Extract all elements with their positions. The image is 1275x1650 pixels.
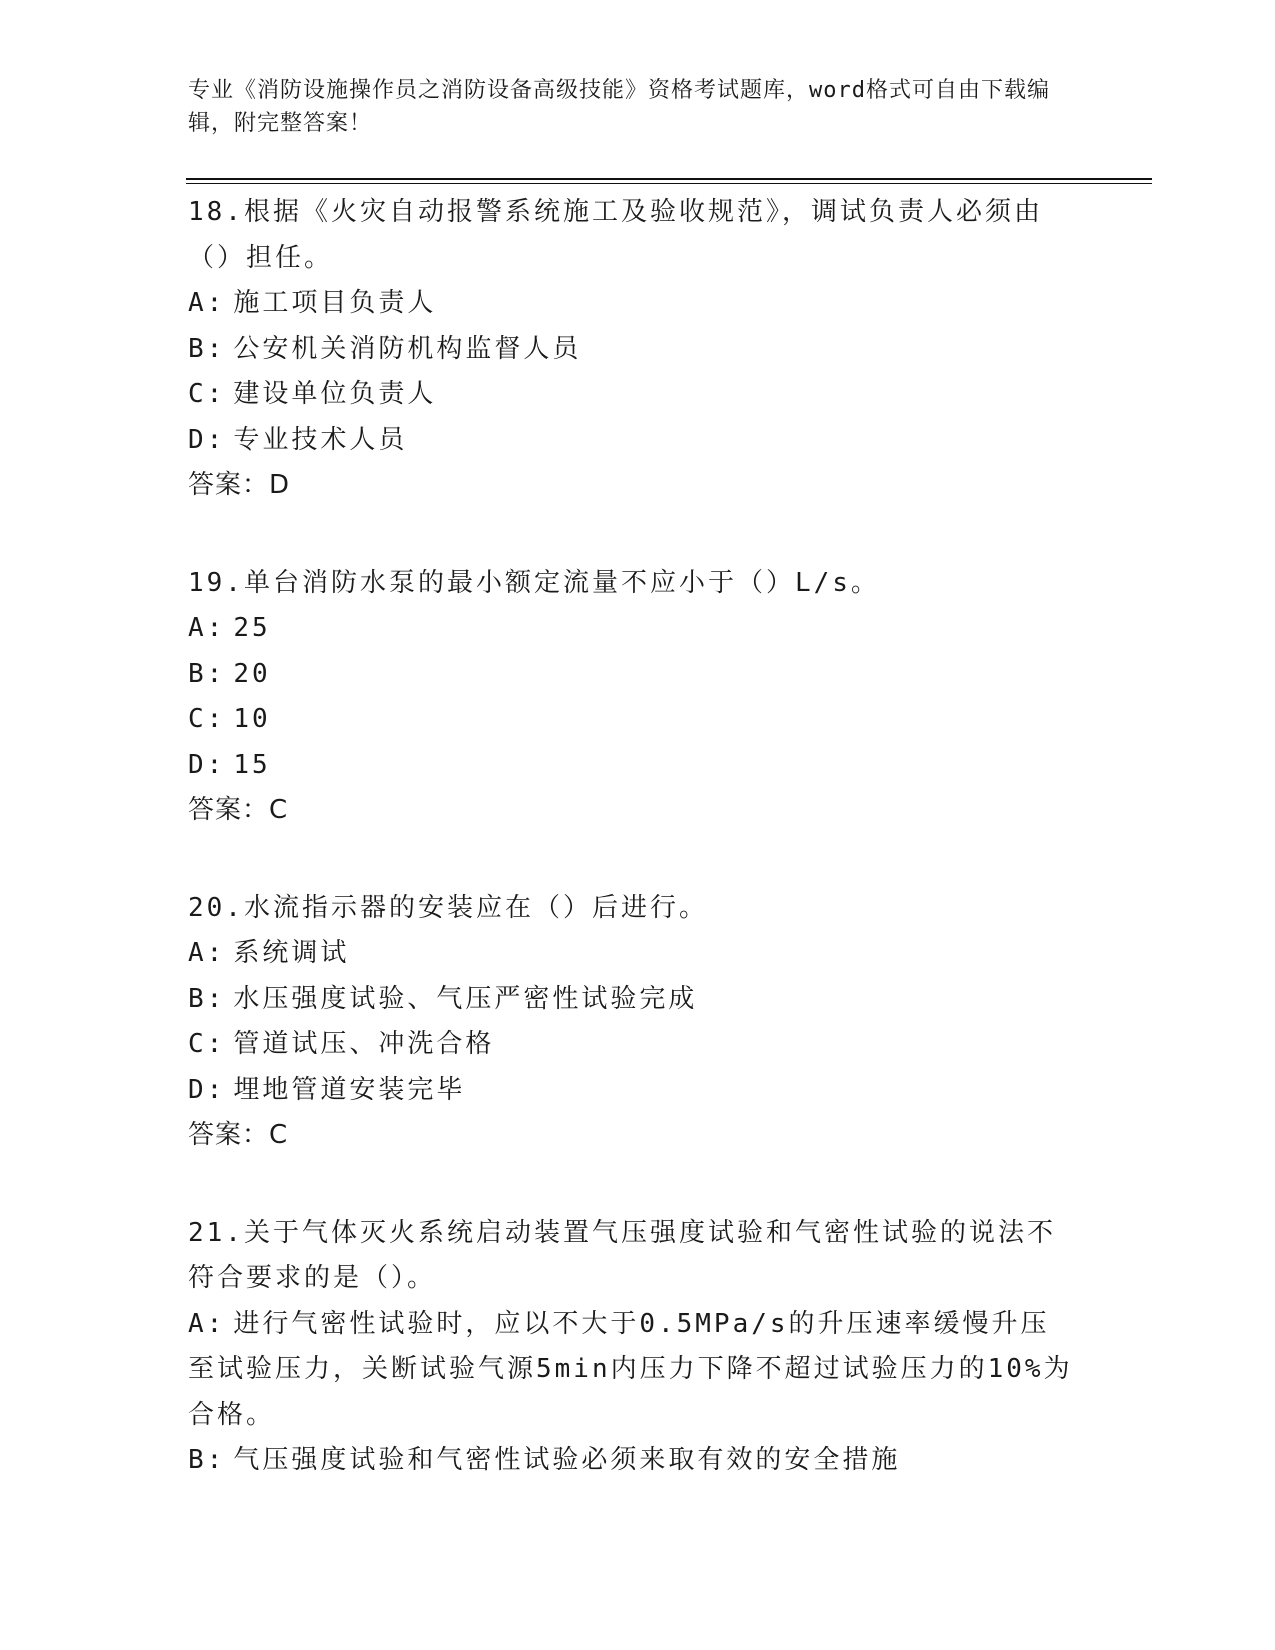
option-b: B: 公安机关消防机构监督人员 [188, 333, 582, 364]
question-stem: 18.根据《火灾自动报警系统施工及验收规范》，调试负责人必须由（）担任。 [188, 197, 1043, 273]
option-a: A: 系统调试 [188, 938, 350, 968]
question-stem: 20.水流指示器的安装应在（）后进行。 [188, 892, 708, 923]
question-21 [188, 1211, 1078, 1484]
option-c: C: 10 [188, 704, 271, 734]
question-stem: 19.单台消防水泵的最小额定流量不应小于（）L/s。 [188, 567, 880, 598]
question-18 [188, 190, 1078, 509]
option-b: B: 20 [188, 658, 271, 689]
option-b: B: 气压强度试验和气密性试验必须来取有效的安全措施 [188, 1445, 901, 1475]
option-a: A: 施工项目负责人 [188, 288, 437, 318]
answer-line: 答案：D [188, 470, 291, 500]
option-b: B: 水压强度试验、气压严密性试验完成 [188, 983, 698, 1014]
question-20 [188, 886, 1078, 1159]
answer-line: 答案：C [188, 795, 289, 825]
answer-line: 答案：C [188, 1120, 289, 1150]
option-d: D: 15 [188, 749, 271, 780]
question-stem: 21.关于气体灭火系统启动装置气压强度试验和气密性试验的说法不符合要求的是（）。 [188, 1217, 1056, 1293]
option-c: C: 建设单位负责人 [188, 379, 437, 409]
header-divider-thick [186, 178, 1152, 180]
question-list [188, 190, 1078, 1536]
option-d: D: 埋地管道安装完毕 [188, 1074, 466, 1105]
option-a: A: 进行气密性试验时，应以不大于0.5MPa/s的升压速率缓慢升压至试验压力，关断试验气源5min内压力下降不超过试验压力的10%为合格。 [188, 1308, 1073, 1430]
option-a: A: 25 [188, 613, 271, 643]
option-d: D: 专业技术人员 [188, 424, 408, 455]
question-19 [188, 561, 1078, 834]
option-c: C: 管道试压、冲洗合格 [188, 1029, 495, 1059]
document-header: 专业《消防设施操作员之消防设备高级技能》资格考试题库，word格式可自由下载编辑，附完整答案！ [188, 78, 1050, 136]
header-divider-thin [186, 183, 1152, 184]
